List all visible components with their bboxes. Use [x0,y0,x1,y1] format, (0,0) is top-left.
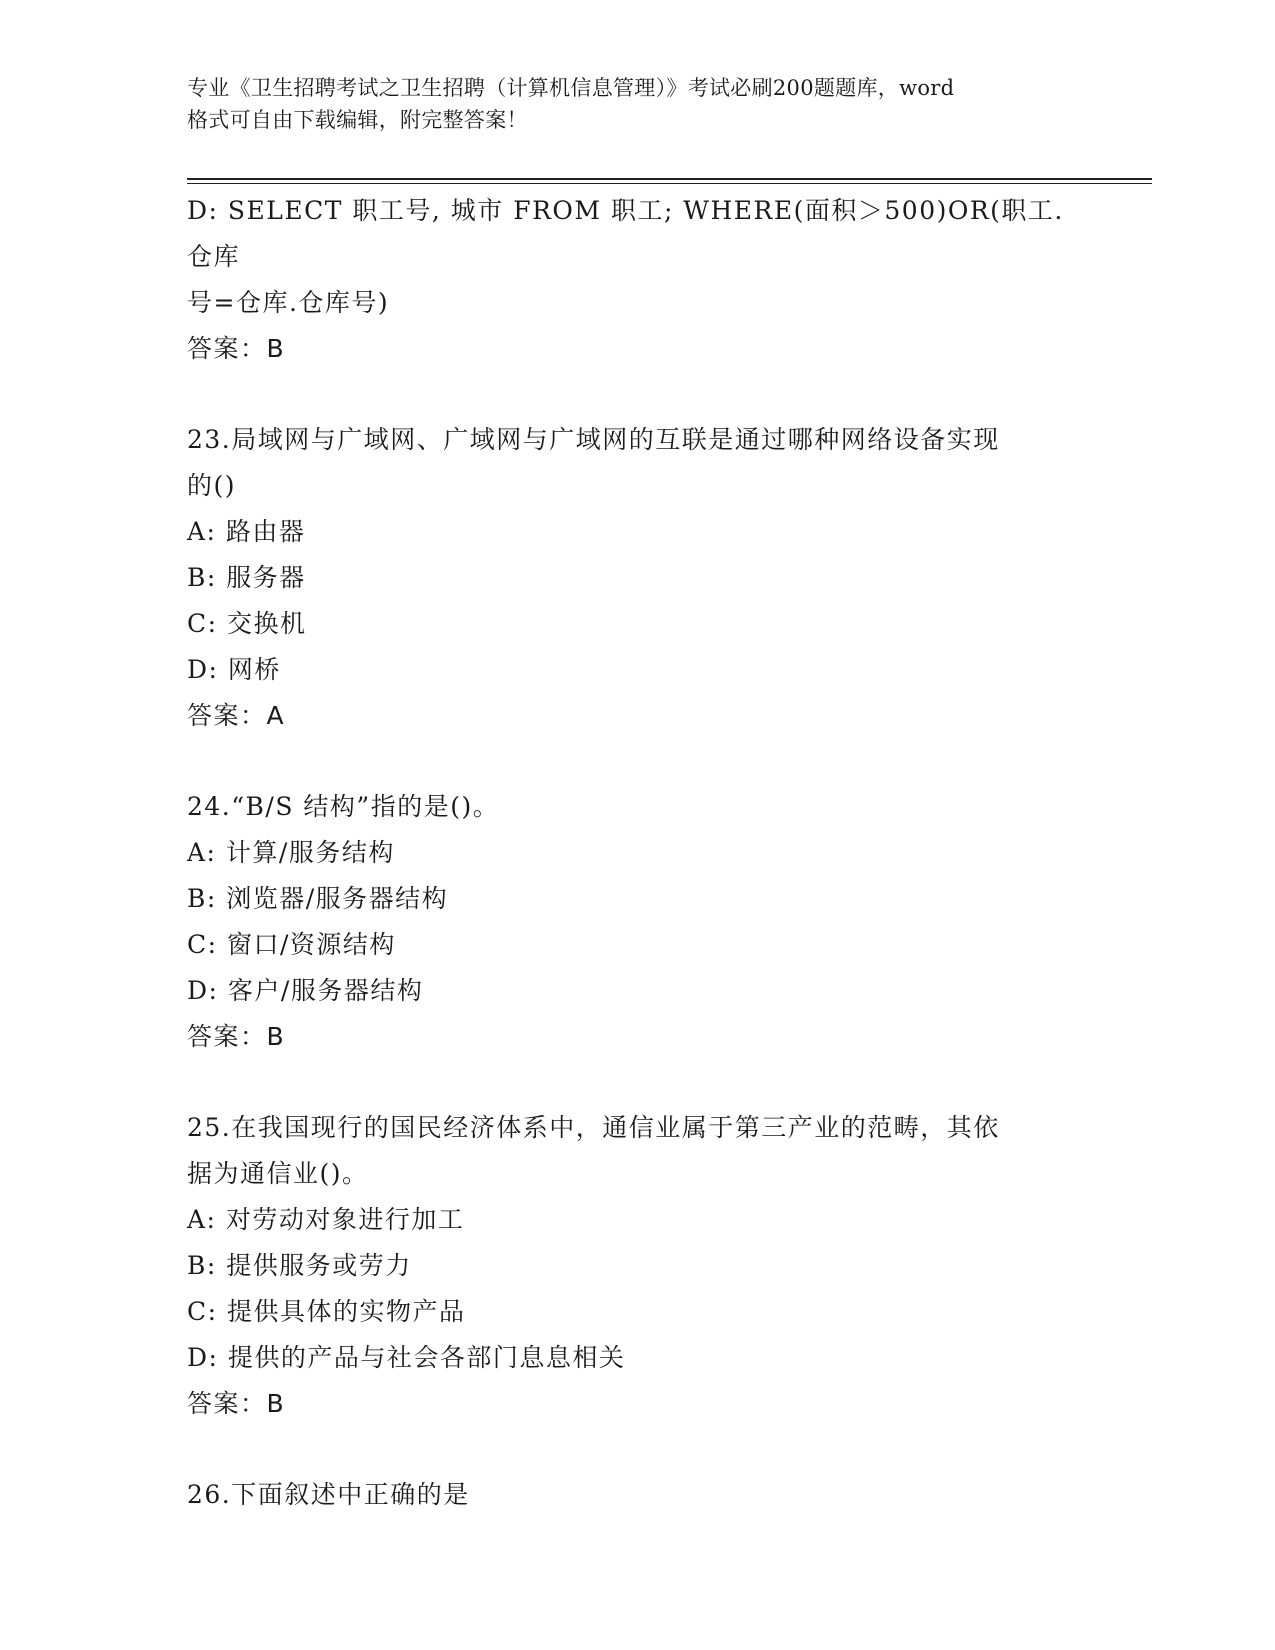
header-title-line-2: 格式可自由下载编辑，附完整答案！ [187,108,528,132]
question-text-line-1: 25.在我国现行的国民经济体系中，通信业属于第三产业的范畴，其依 [187,1113,1000,1142]
question-text-line-1: 23.局域网与广域网、广域网与广域网的互联是通过哪种网络设备实现 [187,425,1000,454]
question-text-line-2: 的() [187,471,237,500]
option-b: B: 提供服务或劳力 [187,1251,412,1280]
question-23 [187,417,1087,739]
answer-line: 答案：B [187,334,286,363]
option-d: D: 网桥 [187,655,281,684]
option-b: B: 服务器 [187,563,306,592]
answer-line: 答案：B [187,1389,286,1418]
header-divider-thin [187,183,1152,184]
option-a: A: 对劳动对象进行加工 [187,1205,465,1234]
option-c: C: 窗口/资源结构 [187,930,396,959]
option-c: C: 交换机 [187,609,307,638]
option-a: A: 路由器 [187,517,306,546]
question-24 [187,784,1087,1060]
previous-question-tail [187,188,1087,372]
document-header [187,72,1087,136]
question-text-line-1: 26.下面叙述中正确的是 [187,1480,470,1509]
option-d: D: 提供的产品与社会各部门息息相关 [187,1343,626,1372]
option-c: C: 提供具体的实物产品 [187,1297,466,1326]
question-26 [187,1472,1087,1518]
document-body [187,188,1087,1518]
option-d-line-2: 号=仓库.仓库号) [187,288,390,317]
header-divider-thick [187,178,1152,180]
answer-line: 答案：A [187,701,286,730]
header-title-line-1: 专业《卫生招聘考试之卫生招聘（计算机信息管理）》考试必刷200题题库，word [187,76,955,100]
question-text-line-2: 据为通信业()。 [187,1159,369,1188]
option-a: A: 计算/服务结构 [187,838,395,867]
option-d-line-1: D: SELECT 职工号, 城市 FROM 职工; WHERE(面积＞500)OR(职工.仓库 [187,196,1064,271]
option-d: D: 客户/服务器结构 [187,976,424,1005]
option-b: B: 浏览器/服务器结构 [187,884,449,913]
answer-line: 答案：B [187,1022,286,1051]
question-25 [187,1105,1087,1427]
question-text-line-1: 24.“B/S 结构”指的是()。 [187,792,500,821]
